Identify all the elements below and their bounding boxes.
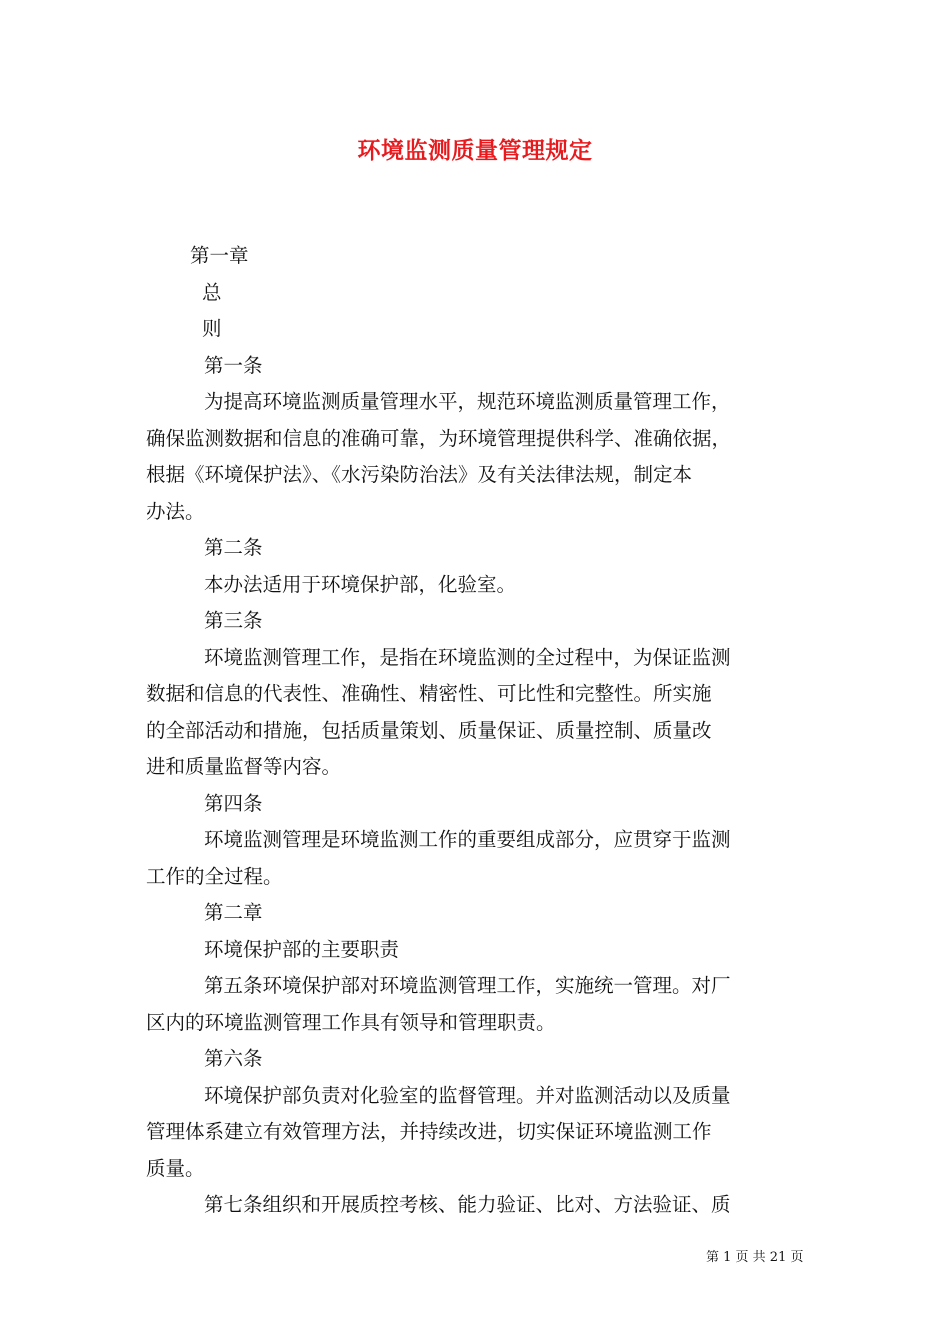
paragraph-line: 环境保护部负责对化验室的监督管理。并对监测活动以及质量 <box>204 1083 731 1107</box>
paragraph-line: 区内的环境监测管理工作具有领导和管理职责。 <box>146 1010 556 1034</box>
chapter-heading: 第一章 <box>190 244 249 267</box>
chapter-title: 环境保护部的主要职责 <box>204 937 400 961</box>
paragraph-line: 环境监测管理工作，是指在环境监测的全过程中，为保证监测 <box>204 645 731 669</box>
paragraph-line: 数据和信息的代表性、准确性、精密性、可比性和完整性。所实施 <box>146 682 712 705</box>
paragraph-line: 管理体系建立有效管理方法，并持续改进，切实保证环境监测工作 <box>146 1120 712 1143</box>
chapter-heading: 第二章 <box>204 901 263 924</box>
document-title: 环境监测质量管理规定 <box>357 137 593 164</box>
paragraph-line: 为提高环境监测质量管理水平，规范环境监测质量管理工作， <box>204 390 731 413</box>
paragraph-line: 本办法适用于环境保护部，化验室。 <box>204 572 517 596</box>
paragraph-line: 第七条组织和开展质控考核、能力验证、比对、方法验证、质 <box>204 1193 731 1216</box>
article-heading: 第一条 <box>204 353 263 377</box>
article-heading: 第二条 <box>204 536 263 559</box>
paragraph-line: 工作的全过程。 <box>146 864 283 888</box>
chapter-title-char: 则 <box>202 317 222 340</box>
paragraph-line: 环境监测管理是环境监测工作的重要组成部分，应贯穿于监测 <box>204 828 731 851</box>
article-heading: 第四条 <box>204 791 263 815</box>
paragraph-line: 办法。 <box>146 499 205 523</box>
paragraph-line: 第五条环境保护部对环境监测管理工作，实施统一管理。对厂 <box>204 974 731 997</box>
article-heading: 第六条 <box>204 1047 263 1070</box>
page-footer: 第 1 页 共 21 页 <box>706 1250 804 1265</box>
paragraph-line: 确保监测数据和信息的准确可靠，为环境管理提供科学、准确依据， <box>146 426 732 450</box>
paragraph-line: 质量。 <box>146 1156 205 1180</box>
paragraph-line: 的全部活动和措施，包括质量策划、质量保证、质量控制、质量改 <box>146 718 712 742</box>
article-heading: 第三条 <box>204 609 263 632</box>
document-body <box>146 238 816 1224</box>
paragraph-line: 根据《环境保护法》、《水污染防治法》及有关法律法规，制定本 <box>146 463 693 486</box>
paragraph-line: 进和质量监督等内容。 <box>146 755 342 778</box>
chapter-title-char: 总 <box>202 280 222 304</box>
